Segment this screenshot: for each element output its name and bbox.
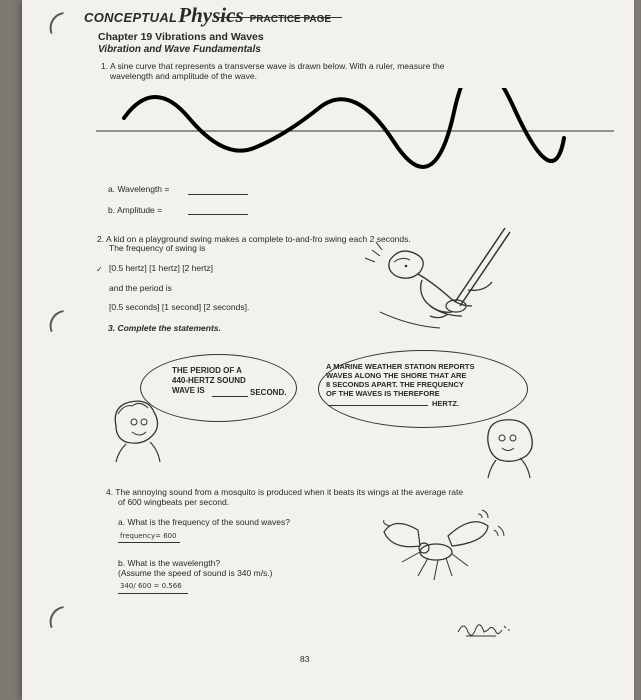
brand-physics: Physics — [178, 3, 244, 27]
mosquito-illustration — [378, 508, 508, 584]
q4-b-answer-line — [118, 593, 188, 594]
bubble2-line5: HERTZ. — [432, 399, 460, 408]
kid-on-swing-illustration — [360, 222, 520, 334]
q2-text-line1: 2. A kid on a playground swing makes a complete to-and-fro swing each 2 seconds. — [97, 234, 411, 244]
brand-conceptual: CONCEPTUAL — [84, 10, 178, 25]
chapter-subtitle: Vibration and Wave Fundamentals — [98, 44, 261, 55]
author-signature-icon — [456, 618, 516, 640]
frequency-answer-blank[interactable] — [328, 405, 428, 406]
header-rule — [214, 17, 342, 18]
bubble1-line3: WAVE IS — [172, 386, 205, 395]
bubble2-line3: 8 SECONDS APART. THE FREQUENCY — [326, 380, 464, 389]
page-number: 83 — [300, 654, 310, 664]
q1-b-label: b. Amplitude = — [108, 205, 163, 215]
bubble2-line1: A MARINE WEATHER STATION REPORTS — [326, 362, 475, 371]
q1-text-line2: wavelength and amplitude of the wave. — [110, 71, 257, 81]
q4-b-answer[interactable]: 340/ 600 = 0.566 — [120, 582, 182, 590]
q4-a-label: a. What is the frequency of the sound waves? — [118, 517, 290, 527]
q2-text-line2: The frequency of swing is — [109, 243, 206, 253]
check-mark: ✓ — [96, 265, 103, 274]
wavelength-answer-blank[interactable] — [188, 194, 248, 195]
page-header — [84, 3, 331, 28]
q4-b-label: b. What is the wavelength? — [118, 558, 221, 568]
bubble1-line1: THE PERIOD OF A — [172, 366, 242, 375]
chapter-title: Chapter 19 Vibrations and Waves — [98, 31, 264, 43]
worksheet-page — [22, 0, 634, 700]
amplitude-answer-blank[interactable] — [188, 214, 248, 215]
q2-period-intro: and the period is — [109, 283, 172, 293]
sine-wave-curve — [124, 88, 564, 167]
page-type: PRACTICE PAGE — [249, 14, 332, 25]
period-answer-blank[interactable] — [212, 396, 248, 397]
q4-a-answer-line — [118, 542, 180, 543]
cartoon-face-right-icon — [480, 414, 542, 480]
bubble2-line2: WAVES ALONG THE SHORE THAT ARE — [326, 371, 467, 380]
q1-text-line1: 1. A sine curve that represents a transverse wave is drawn below. With a ruler, measure the — [101, 61, 445, 71]
bubble2-line4: OF THE WAVES IS THEREFORE — [326, 389, 440, 398]
binder-ring-icon — [46, 310, 68, 332]
sine-wave-diagram — [94, 88, 618, 170]
binder-ring-icon — [46, 606, 68, 628]
q4-b-note: (Assume the speed of sound is 340 m/s.) — [118, 568, 273, 578]
q4-text-line2: of 600 wingbeats per second. — [118, 497, 230, 507]
q2-frequency-options[interactable]: [0.5 hertz] [1 hertz] [2 hertz] — [109, 263, 213, 273]
q2-period-options[interactable]: [0.5 seconds] [1 second] [2 seconds]. — [109, 302, 250, 312]
bubble1-line4: SECOND. — [250, 388, 287, 397]
q1-a-label: a. Wavelength = — [108, 184, 170, 194]
binder-ring-icon — [46, 12, 68, 34]
q4-text-line1: 4. The annoying sound from a mosquito is produced when it beats its wings at the average rate — [106, 487, 464, 497]
q4-a-answer[interactable]: frequency= 600 — [120, 532, 177, 540]
cartoon-face-left-icon — [106, 396, 170, 464]
q3-text: 3. Complete the statements. — [108, 323, 221, 333]
bubble1-line2: 440-HERTZ SOUND — [172, 376, 246, 385]
